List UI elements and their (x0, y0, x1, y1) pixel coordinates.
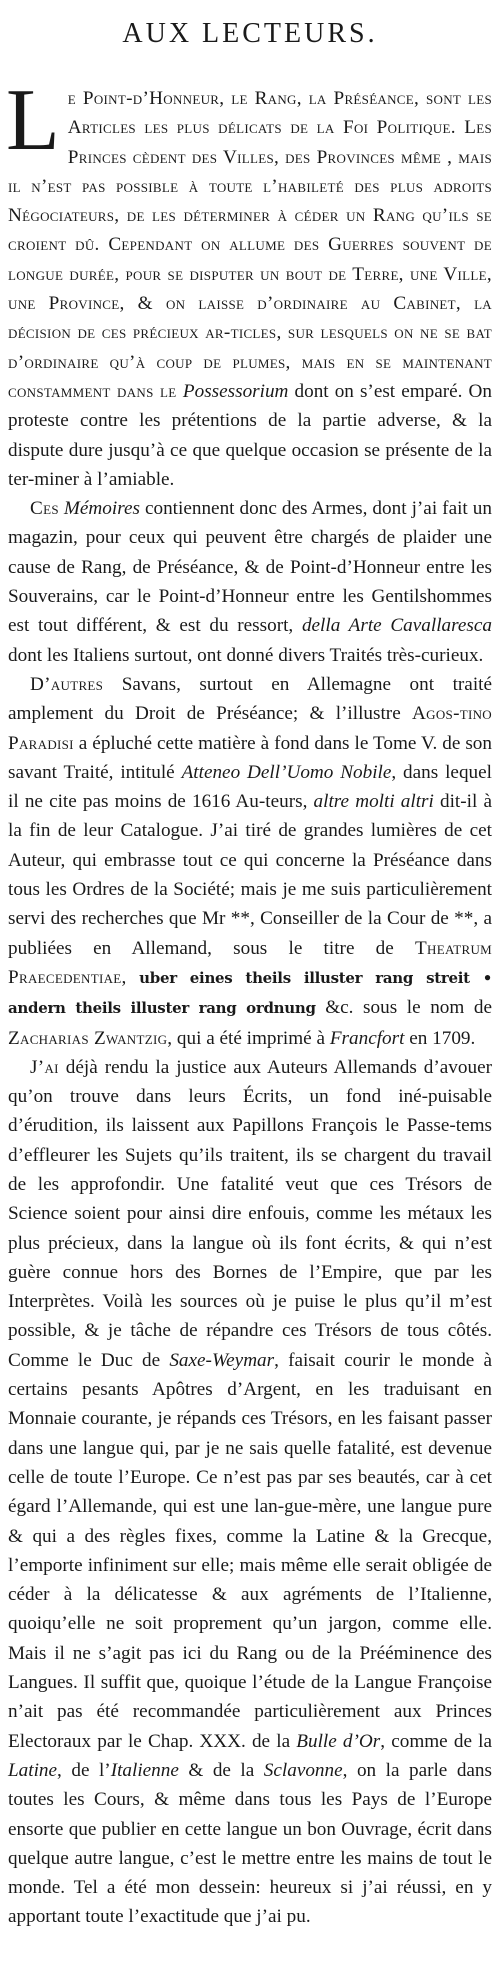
paragraph-2-smallcaps: Ces (30, 498, 59, 520)
paragraph-4 (8, 1053, 492, 1932)
paragraph-3 (8, 670, 492, 1053)
paragraph-3-text-8: en 1709. (404, 1027, 476, 1049)
paragraph-3-italic-3: Francfort (329, 1027, 405, 1049)
paragraph-3-blackletter: uber eines theils illuster rang streit • andern theils illuster rang ordnung (8, 968, 492, 1018)
paragraph-2-italic-2: della Arte Cavallaresca (301, 615, 492, 637)
paragraph-4-italic-4: Italienne (110, 1759, 179, 1781)
paragraph-3-text-7: , qui a été imprimé à (167, 1027, 330, 1049)
paragraph-4-italic-2: Bulle d’Or (296, 1730, 381, 1752)
paragraph-3-text-3: , dans lequel il ne cite pas moins de 1616 Au-teurs, (8, 761, 492, 813)
paragraph-3-smallcaps-2: Agos-tino Paradisi (8, 703, 492, 754)
paragraph-4-smallcaps: J’ai (30, 1056, 59, 1078)
paragraph-1-lead: e Point-d’Honneur, le Rang, la Préséance, sont les Articles les plus délicats de la Foi Politique. Les Princes cèdent des Villes, des Provinces même , mais il n’est pas possible à toute l’habileté des plus adroits Négociateurs, de les déterminer à céder un Rang qu’ils se croient dû. Cependant on allume des Guerres souvent de longue durée, pour se disputer un bout de Terre, une Ville, une Province, & on laisse d’ordinaire au Cabinet, la décision de ces précieux ar-ticles, sur lesquels on ne se bat d’ordinaire qu’à coup de plumes, mais en se maintenant constamment dans le (8, 88, 492, 402)
paragraph-4-italic-3: Latine (8, 1759, 58, 1781)
paragraph-4-text-1: déjà rendu la justice aux Auteurs Allemands d’avouer qu’on trouve dans leurs Écrits, un fond iné-puisable d’érudition, ils laissent aux Papillons François le Passe-tems d’effleurer les Sujets qu’ils traitent, ils se chargent du travail de les approfondir. Une fatalité veut que ces Trésors de Science soient pour ainsi dire enfouis, comme les métaux les plus précieux, dans la langue où ils font écrits, & qui n’est guère connue hors des Bornes de l’Empire, que par les Interprètes. Voilà les sources où je puise le plus qu’il m’est possible, & je tâche de répandre ces Trésors de tous côtés. Comme le Duc de (8, 1056, 492, 1371)
paragraph-3-italic-1: Atteneo Dell’Uomo Nobile (181, 761, 392, 783)
paragraph-4-italic-1: Saxe-Weymar (169, 1349, 275, 1371)
paragraph-3-text-1: Savans, surtout en Allemagne ont traité amplement du Droit de Préséance; & l’illustre (8, 673, 492, 725)
paragraph-4-text-5: & de la (178, 1759, 264, 1781)
paragraph-3-smallcaps-4: Zacharias Zwantzig (8, 1027, 168, 1049)
drop-cap: L (6, 72, 60, 169)
paragraph-4-text-2: , faisait courir le monde à certains pesants Apôtres d’Argent, en les traduisant en Monnaie courante, je répands ces Trésors, en les faisant passer dans une langue qui, par je ne sais quelle fatalité, est devenue celle de toute l’Europe. Ce n’est pas par ses beautés, car à cet égard l’Allemande, qui est une lan-gue-mère, une langue pure & qui a des règles fixes, comme la Latine & la Grecque, l’emporte infiniment sur elle; mais même elle serait obligée de céder à la délicatesse & aux agréments de l’Italienne, quoiqu’elle ne soit proprement qu’un jargon, comme elle. Mais il ne s’agit pas ici du Rang ou de la Prééminence des Langues. Il suffit que, quoique l’étude de la Langue Françoise n’ait pas été recommandée particulièrement aux Princes Electoraux par le Chap. XXX. de la (8, 1349, 492, 1752)
paragraph-2-mid: contiennent donc des Armes, dont j’ai fait un magazin, pour ceux qui peuvent être chargés de plaider une cause de Rang, de Préséance, & de Point-d’Honneur entre les Souverains, car le Point-d’Honneur entre les Gentilshommes est tout différent, & est du ressort, (8, 498, 492, 637)
paragraph-2-tail: dont les Italiens surtout, ont donné divers Traités très-curieux. (8, 644, 484, 666)
paragraph-3-italic-2: altre molti altri (313, 791, 434, 813)
paragraph-3-text-6: &c. sous le nom de (315, 997, 492, 1019)
paragraph-1 (6, 72, 492, 494)
paragraph-3-smallcaps-1: D’autres (30, 673, 104, 695)
paragraph-2 (8, 494, 492, 670)
paragraph-1-italic: Possessorium (182, 380, 289, 402)
paragraph-2-italic-1: Mémoires (58, 498, 140, 520)
paragraph-4-text-3: , comme de la (380, 1730, 492, 1752)
paragraph-1-tail: dont on s’est emparé. On proteste contre les prétentions de la partie adverse, & la dispute dure jusqu’à ce que quelque occasion se présente de la ter-miner à l’amiable. (8, 380, 492, 490)
paragraph-3-text-2: a épluché cette matière à fond dans le Tome V. de son savant Traité, intitulé (8, 732, 492, 783)
paragraph-3-text-5: , (121, 966, 140, 988)
paragraph-4-italic-5: Sclavonne (263, 1759, 343, 1781)
paragraph-4-text-4: , de l’ (57, 1759, 111, 1781)
paragraph-3-smallcaps-3: Theatrum Praecedentiae (8, 937, 492, 988)
paragraph-4-text-6: , on la parle dans toutes les Cours, & même dans tous les Pays de l’Europe ensorte que publier en cette langue un bon Ouvrage, écrit dans quelque autre langue, c’est le mettre entre les mains de tout le monde. Tel a été mon dessein: heureux si j’ai réussi, en y apportant toute l’exactitude que j’ai pu. (8, 1759, 492, 1928)
page-title: AUX LECTEURS. (122, 18, 378, 49)
document-page (8, 18, 492, 1932)
paragraph-3-text-4: dit-il à la fin de leur Catalogue. J’ai tiré de grandes lumières de cet Auteur, qui embrasse tout ce qui concerne la Préséance dans tous les Ordres de la Société; mais je me suis particulièrement servi des recherches que Mr **, Conseiller de la Cour de **, a publiées en Allemand, sous le titre de (8, 791, 492, 959)
